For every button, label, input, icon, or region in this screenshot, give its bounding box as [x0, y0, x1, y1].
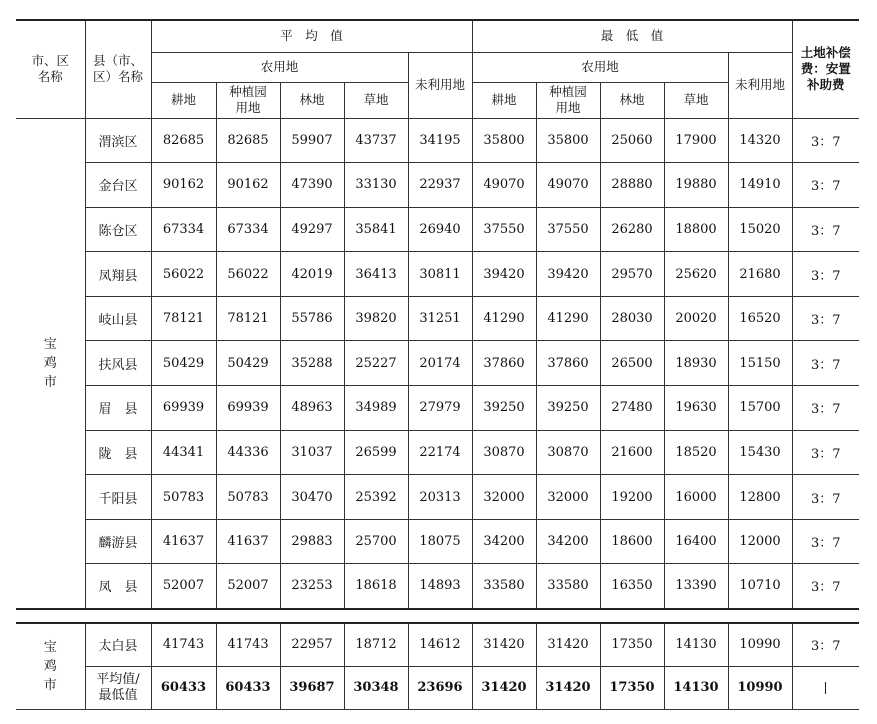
- table-row: [16, 296, 859, 341]
- minimum-value-cell: 31420: [472, 666, 536, 709]
- table-row: [16, 430, 859, 475]
- land-compensation-table-continued: [16, 622, 859, 710]
- value-cell: 20313: [408, 475, 472, 520]
- ratio-cell: 3：7: [792, 386, 859, 431]
- value-cell: 37860: [536, 341, 600, 386]
- average-value-cell: 60433: [151, 666, 216, 709]
- value-cell: 25392: [344, 475, 408, 520]
- value-cell: 37550: [472, 207, 536, 252]
- land-compensation-table: [16, 19, 859, 610]
- value-cell: 34195: [408, 118, 472, 163]
- county-name-cell: 金台区: [85, 163, 151, 208]
- table-row: [16, 341, 859, 386]
- county-column-header: 县（市、 区）名称: [85, 20, 151, 118]
- value-cell: 69939: [151, 386, 216, 431]
- avg-cultivated-header: 耕地: [151, 82, 216, 118]
- value-cell: 29570: [600, 252, 664, 297]
- county-name-cell: 凤 县: [85, 564, 151, 609]
- county-name-cell: 眉 县: [85, 386, 151, 431]
- value-cell: 14910: [728, 163, 792, 208]
- ratio-cell: 3：7: [792, 475, 859, 520]
- value-cell: 10990: [728, 623, 792, 666]
- value-cell: 12800: [728, 475, 792, 520]
- ratio-cell: 3：7: [792, 623, 859, 666]
- value-cell: 28030: [600, 296, 664, 341]
- value-cell: 15150: [728, 341, 792, 386]
- value-cell: 16400: [664, 519, 728, 564]
- value-cell: 16350: [600, 564, 664, 609]
- value-cell: 19200: [600, 475, 664, 520]
- value-cell: 78121: [216, 296, 280, 341]
- value-cell: 18712: [344, 623, 408, 666]
- minimum-value-cell: 31420: [536, 666, 600, 709]
- city-name-cell: 宝 鸡 市: [16, 118, 85, 609]
- value-cell: 22937: [408, 163, 472, 208]
- value-cell: 48963: [280, 386, 344, 431]
- value-cell: 39420: [536, 252, 600, 297]
- value-cell: 32000: [472, 475, 536, 520]
- value-cell: 19630: [664, 386, 728, 431]
- table-header: [16, 20, 859, 118]
- table-row: [16, 623, 859, 666]
- value-cell: 26280: [600, 207, 664, 252]
- county-name-cell: 陈仓区: [85, 207, 151, 252]
- value-cell: 50783: [216, 475, 280, 520]
- average-value-cell: 23696: [408, 666, 472, 709]
- ratio-cell: 3：7: [792, 341, 859, 386]
- value-cell: 39420: [472, 252, 536, 297]
- value-cell: 35800: [536, 118, 600, 163]
- county-name-cell: 陇 县: [85, 430, 151, 475]
- value-cell: 20020: [664, 296, 728, 341]
- value-cell: 43737: [344, 118, 408, 163]
- value-cell: 52007: [151, 564, 216, 609]
- value-cell: 34200: [472, 519, 536, 564]
- value-cell: 42019: [280, 252, 344, 297]
- average-label-cell: 平均值/ 最低值: [85, 666, 151, 709]
- value-cell: 27979: [408, 386, 472, 431]
- table-row: [16, 519, 859, 564]
- ratio-cell: 3：7: [792, 564, 859, 609]
- value-cell: 34200: [536, 519, 600, 564]
- average-group-header: 平 均 值: [151, 20, 472, 52]
- value-cell: 37550: [536, 207, 600, 252]
- value-cell: 15430: [728, 430, 792, 475]
- value-cell: 82685: [151, 118, 216, 163]
- ratio-empty-cell: [792, 666, 859, 709]
- value-cell: 41637: [216, 519, 280, 564]
- value-cell: 47390: [280, 163, 344, 208]
- value-cell: 49297: [280, 207, 344, 252]
- value-cell: 41743: [151, 623, 216, 666]
- value-cell: 31420: [536, 623, 600, 666]
- table-row: [16, 118, 859, 163]
- value-cell: 55786: [280, 296, 344, 341]
- minimum-value-cell: 17350: [600, 666, 664, 709]
- value-cell: 39250: [536, 386, 600, 431]
- value-cell: 28880: [600, 163, 664, 208]
- value-cell: 33580: [472, 564, 536, 609]
- ratio-column-header: 土地补偿 费：安置 补助费: [792, 20, 859, 118]
- minimum-value-cell: 10990: [728, 666, 792, 709]
- value-cell: 30811: [408, 252, 472, 297]
- value-cell: 49070: [536, 163, 600, 208]
- value-cell: 29883: [280, 519, 344, 564]
- city-name-cell: 宝 鸡 市: [16, 623, 85, 709]
- min-grassland-header: 草地: [664, 82, 728, 118]
- table-row: [16, 207, 859, 252]
- value-cell: 82685: [216, 118, 280, 163]
- value-cell: 14320: [728, 118, 792, 163]
- value-cell: 56022: [216, 252, 280, 297]
- value-cell: 18930: [664, 341, 728, 386]
- value-cell: 14130: [664, 623, 728, 666]
- value-cell: 44336: [216, 430, 280, 475]
- value-cell: 18075: [408, 519, 472, 564]
- value-cell: 78121: [151, 296, 216, 341]
- value-cell: 90162: [216, 163, 280, 208]
- table-row: [16, 163, 859, 208]
- value-cell: 67334: [151, 207, 216, 252]
- value-cell: 31037: [280, 430, 344, 475]
- value-cell: 32000: [536, 475, 600, 520]
- avg-forest-header: 林地: [280, 82, 344, 118]
- value-cell: 90162: [151, 163, 216, 208]
- value-cell: 39250: [472, 386, 536, 431]
- value-cell: 37860: [472, 341, 536, 386]
- value-cell: 12000: [728, 519, 792, 564]
- average-unused-land-header: 未利用地: [408, 52, 472, 118]
- divider-mark: [825, 682, 826, 694]
- value-cell: 19880: [664, 163, 728, 208]
- minimum-unused-land-header: 未利用地: [728, 52, 792, 118]
- avg-grassland-header: 草地: [344, 82, 408, 118]
- value-cell: 21680: [728, 252, 792, 297]
- value-cell: 23253: [280, 564, 344, 609]
- value-cell: 10710: [728, 564, 792, 609]
- ratio-cell: 3：7: [792, 519, 859, 564]
- value-cell: 22957: [280, 623, 344, 666]
- table-body-continued: [16, 623, 859, 709]
- value-cell: 41743: [216, 623, 280, 666]
- value-cell: 34989: [344, 386, 408, 431]
- value-cell: 18600: [600, 519, 664, 564]
- city-column-header: 市、区 名称: [16, 20, 85, 118]
- value-cell: 30870: [536, 430, 600, 475]
- value-cell: 49070: [472, 163, 536, 208]
- min-cultivated-header: 耕地: [472, 82, 536, 118]
- value-cell: 30470: [280, 475, 344, 520]
- average-ag-land-header: 农用地: [151, 52, 408, 82]
- avg-plantation-header: 种植园 用地: [216, 82, 280, 118]
- value-cell: 35288: [280, 341, 344, 386]
- value-cell: 15020: [728, 207, 792, 252]
- value-cell: 22174: [408, 430, 472, 475]
- value-cell: 17900: [664, 118, 728, 163]
- value-cell: 50429: [216, 341, 280, 386]
- value-cell: 30870: [472, 430, 536, 475]
- value-cell: 59907: [280, 118, 344, 163]
- value-cell: 56022: [151, 252, 216, 297]
- county-name-cell: 千阳县: [85, 475, 151, 520]
- value-cell: 15700: [728, 386, 792, 431]
- value-cell: 18800: [664, 207, 728, 252]
- county-name-cell: 麟游县: [85, 519, 151, 564]
- table-row: [16, 386, 859, 431]
- value-cell: 69939: [216, 386, 280, 431]
- min-forest-header: 林地: [600, 82, 664, 118]
- value-cell: 50783: [151, 475, 216, 520]
- value-cell: 36413: [344, 252, 408, 297]
- value-cell: 39820: [344, 296, 408, 341]
- table-body: [16, 118, 859, 609]
- county-name-cell: 岐山县: [85, 296, 151, 341]
- value-cell: 31251: [408, 296, 472, 341]
- value-cell: 21600: [600, 430, 664, 475]
- county-name-cell: 凤翔县: [85, 252, 151, 297]
- minimum-group-header: 最 低 值: [472, 20, 792, 52]
- value-cell: 67334: [216, 207, 280, 252]
- table-row: [16, 564, 859, 609]
- value-cell: 35841: [344, 207, 408, 252]
- minimum-value-cell: 14130: [664, 666, 728, 709]
- value-cell: 25700: [344, 519, 408, 564]
- value-cell: 20174: [408, 341, 472, 386]
- value-cell: 50429: [151, 341, 216, 386]
- value-cell: 16520: [728, 296, 792, 341]
- value-cell: 41290: [472, 296, 536, 341]
- value-cell: 17350: [600, 623, 664, 666]
- table-row: [16, 252, 859, 297]
- value-cell: 33580: [536, 564, 600, 609]
- value-cell: 16000: [664, 475, 728, 520]
- value-cell: 13390: [664, 564, 728, 609]
- value-cell: 41290: [536, 296, 600, 341]
- ratio-cell: 3：7: [792, 430, 859, 475]
- value-cell: 33130: [344, 163, 408, 208]
- county-name-cell: 扶风县: [85, 341, 151, 386]
- county-name-cell: 渭滨区: [85, 118, 151, 163]
- value-cell: 25227: [344, 341, 408, 386]
- value-cell: 18520: [664, 430, 728, 475]
- minimum-ag-land-header: 农用地: [472, 52, 728, 82]
- value-cell: 14893: [408, 564, 472, 609]
- county-name-cell: 太白县: [85, 623, 151, 666]
- average-value-cell: 39687: [280, 666, 344, 709]
- ratio-cell: 3：7: [792, 163, 859, 208]
- value-cell: 25060: [600, 118, 664, 163]
- value-cell: 27480: [600, 386, 664, 431]
- ratio-cell: 3：7: [792, 118, 859, 163]
- value-cell: 14612: [408, 623, 472, 666]
- value-cell: 26500: [600, 341, 664, 386]
- table-row: [16, 475, 859, 520]
- ratio-cell: 3：7: [792, 207, 859, 252]
- value-cell: 18618: [344, 564, 408, 609]
- value-cell: 26599: [344, 430, 408, 475]
- value-cell: 26940: [408, 207, 472, 252]
- value-cell: 41637: [151, 519, 216, 564]
- value-cell: 44341: [151, 430, 216, 475]
- ratio-cell: 3：7: [792, 252, 859, 297]
- average-value-cell: 30348: [344, 666, 408, 709]
- ratio-cell: 3：7: [792, 296, 859, 341]
- average-value-cell: 60433: [216, 666, 280, 709]
- average-row: [16, 666, 859, 709]
- value-cell: 31420: [472, 623, 536, 666]
- value-cell: 35800: [472, 118, 536, 163]
- min-plantation-header: 种植园 用地: [536, 82, 600, 118]
- value-cell: 52007: [216, 564, 280, 609]
- value-cell: 25620: [664, 252, 728, 297]
